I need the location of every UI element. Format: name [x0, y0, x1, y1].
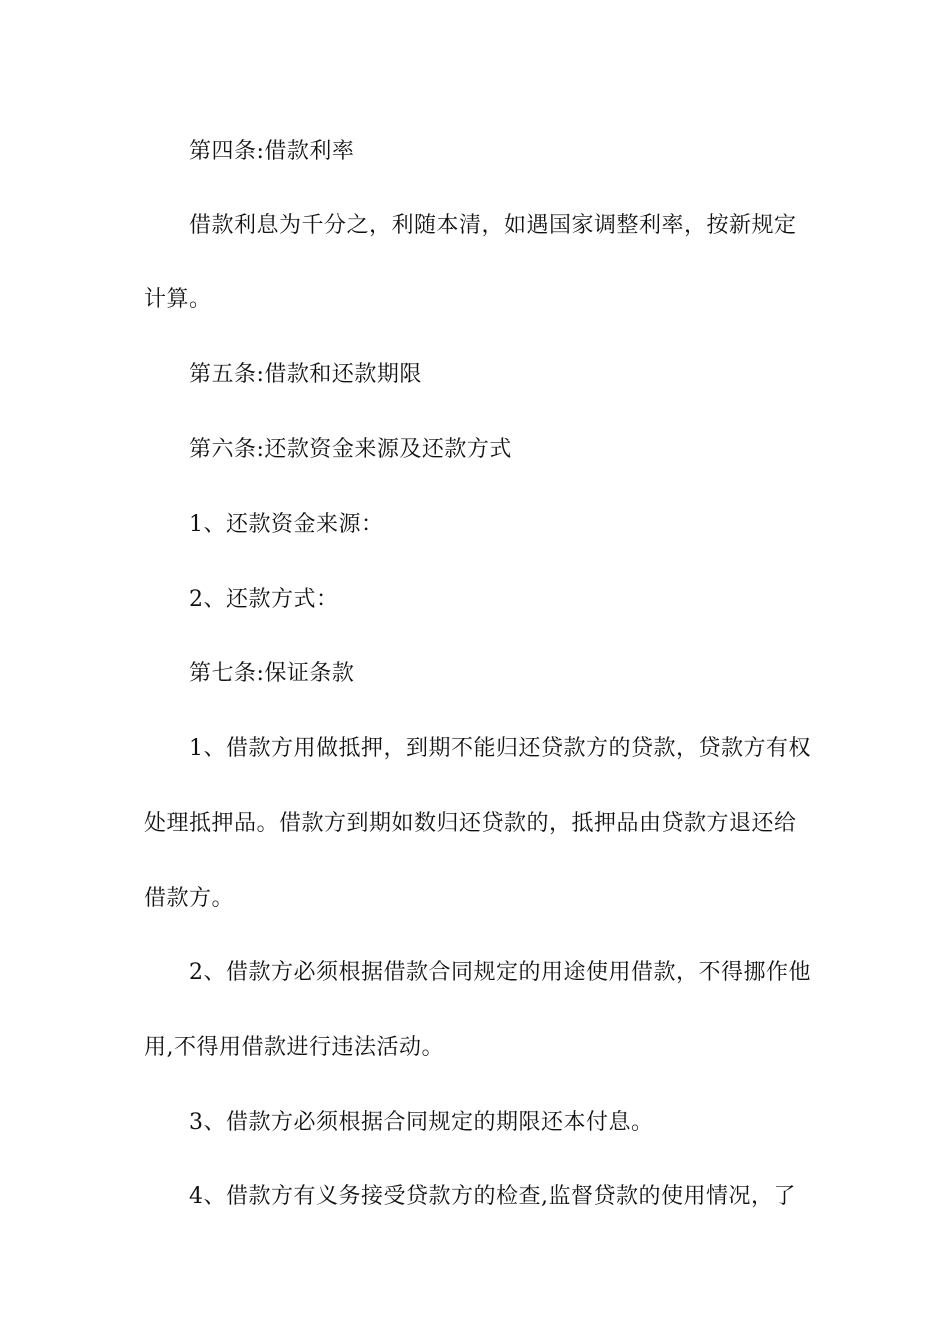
paragraph-line: 处理抵押品。借款方到期如数归还贷款的，抵押品由贷款方退还给 [144, 811, 797, 836]
paragraph-line: 计算。 [144, 287, 212, 312]
paragraph-line: 借款方。 [144, 886, 235, 911]
list-item: 2、还款方式： [189, 587, 339, 612]
paragraph-line: 借款利息为千分之，利随本清，如遇国家调整利率，按新规定 [189, 213, 797, 238]
article-5-heading: 第五条:借款和还款期限 [189, 362, 422, 387]
article-6-heading: 第六条:还款资金来源及还款方式 [189, 437, 512, 462]
list-item: 1、还款资金来源： [189, 512, 384, 537]
article-4-heading: 第四条:借款利率 [189, 139, 355, 164]
paragraph-line: 4、借款方有义务接受贷款方的检查,监督贷款的使用情况，了 [189, 1184, 796, 1209]
paragraph-line: 2、借款方必须根据借款合同规定的用途使用借款，不得挪作他 [189, 960, 811, 985]
article-7-heading: 第七条:保证条款 [189, 661, 355, 686]
paragraph-line: 用,不得用借款进行违法活动。 [144, 1035, 444, 1060]
paragraph-line: 1、借款方用做抵押，到期不能归还贷款方的贷款，贷款方有权 [189, 736, 811, 761]
paragraph-line: 3、借款方必须根据合同规定的期限还本付息。 [189, 1110, 654, 1135]
